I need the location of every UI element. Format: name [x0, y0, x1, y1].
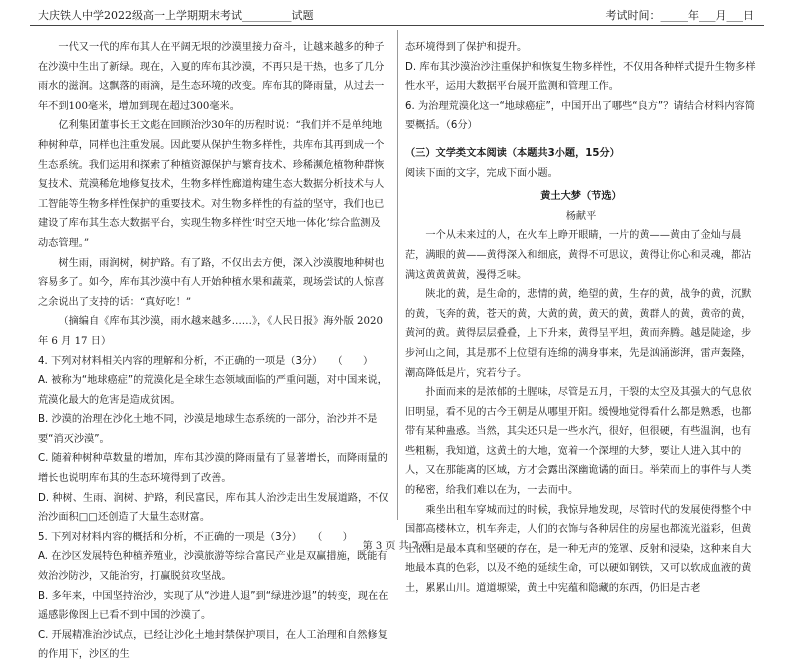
left-column [38, 38, 390, 665]
question-5-option-b: B. 多年来，中国坚持治沙，实现了从“沙进人退”到“绿进沙退”的转变，现在在遥感影像图上已看不到中国的沙漠了。 [38, 590, 389, 622]
column-divider [397, 30, 398, 520]
question-5-option-c: C. 开展精准治沙试点，已经让沙化土地封禁保护项目，在人工治理和自然修复的作用下，沙区的生 [38, 629, 388, 661]
article-paragraph: 一个从未来过的人，在火车上睁开眼睛，一片的黄——黄由了金灿与晨茫，满眼的黄——黄得深入和细底，黄得不可思议，黄得让你心和灵魂，都沾满这黄黄黄黄，漫得乏味。 [405, 230, 752, 281]
article-author: 杨献平 [565, 210, 597, 222]
question-4-option-d: D. 种树、生雨、润树、护路，利民富民，库布其人治沙走出生发展道路，不仅治沙面积□□还创造了大量生态财富。 [38, 492, 389, 524]
question-4-option-c: C. 随着种树种草数量的增加，库布其沙漠的降雨量有了显著增长，而降雨量的增长也说明库布其的生态环境得到了改善。 [38, 453, 388, 485]
reading-instruction: 阅读下面的文字，完成下面小题。 [405, 167, 558, 179]
article-paragraph: 扑面而来的是浓郁的土腥味，尽管是五月，干裂的太空及其强大的气息依旧明显，看不见的古今王朝是从哪里开阳。缓慢地觉得看什么都是熟悉，也都带有某种蛊惑。当然，其尖还只是一些水汽，很好，但很硬，有些温润，也有些粗粝，我知道，这黄土的大地，宽着一个深埋的大梦，要让人进入其中的人，又在那能离的区域，方才会露出深幽诡谲的面日。举荣而上的事件与人类的秘密，给我们难以在为，一去而中。 [405, 387, 752, 497]
right-column [405, 38, 757, 599]
passage-paragraph: 树生雨，雨润树，树护路。有了路，不仅出去方便，深入沙漠腹地种树也容易多了。如今，库布其沙漠中有人开始种植水果和蔬菜，现场尝试的人惊喜之余说出了支持的话：“真好吃！” [38, 257, 385, 308]
exam-header-title: 大庆铁人中学2022级高一上学期期末考试_________试题 [38, 9, 314, 22]
passage-paragraph: 亿利集团董事长王文彪在回顾治沙30年的历程时说：“我们并不是单纯地种树种草，同样也注重发展。因此要从保护生物多样性，共库布其再到成一个生态系统。我们运用和探索了种植资源保护与繁育技术、珍稀濒危植物种群恢复技术、荒漠稀危地修复技术，生物多样性廊道构建生态大数据分析技术与人工智能等生物多样性保护的重要技术。对生物多样性的有益的坚守，我们也已建设了库布其生态大数据平台，实现生物多样性‘时空天地一体化’综合监测及动态管理。” [38, 120, 385, 249]
article-paragraph: 陕北的黄，是生命的，悲情的黄，绝望的黄，生存的黄，战争的黄，沉默的黄，飞奔的黄，苍天的黄，大黄的黄，黄天的黄，黄群人的黄，黄帝的黄，黄河的黄。黄得层层叠叠，上下升来，黄得呈平坦，黄而奔腾。越是陡途，步步河山之间，其是那不上位望有连绵的满身事来，先是汹涌澎湃，雷声轰隆，潮高降低是片，究若兮子。 [405, 289, 752, 379]
section-heading: （三）文学类文本阅读（本题共3小题，15分） [405, 147, 620, 159]
exam-header-date: 考试时间：_____年___月___日 [605, 9, 754, 22]
question-5-option-a: A. 在沙区发展特色种植养殖业，沙漠旅游等综合富民产业是双赢措施，既能有效治沙防沙，又能治穷，打赢脱贫攻坚战。 [38, 551, 388, 583]
article-title: 黄土大梦（节选） [540, 190, 622, 203]
question-6: 6. 为治理荒漠化这一“地球癌症”，中国开出了哪些“良方”？请结合材料内容简要概括。（6分） [405, 100, 755, 132]
question-5-option-d: D. 库布其沙漠治沙注重保护和恢复生物多样性，不仅用各种样式提升生物多样性水平，运用大数据平台展开监测和管理工作。 [405, 61, 756, 93]
question-4-option-b: B. 沙漠的治理在沙化土地不同，沙漠是地球生态系统的一部分，治沙并不是要“消灭沙漠”。 [38, 414, 378, 445]
passage-paragraph: 一代又一代的库布其人在平阔无垠的沙漠里接力奋斗，让越来越多的种子在沙漠中生出了新绿。现在，入夏的库布其沙漠，不再只是干热，也多了几分雨水的滋润。这飘落的雨滴，是生态环境的改变。库布其的降雨量，从过去一年不到100毫米，增加到现在超过300毫米。 [38, 42, 385, 112]
page-number: 第 3 页 共 7 页 [362, 541, 432, 552]
question-4: 4. 下列对材料相关内容的理解和分析，不正确的一项是（3分） （ ） [38, 355, 374, 367]
question-4-option-a: A. 被称为“地球癌症”的荒漠化是全球生态领域面临的严重问题，对中国来说，荒漠化最大的危害是造成贫困。 [38, 375, 388, 406]
question-5-option-c-continued: 态环境得到了保护和提升。 [405, 42, 528, 53]
question-5: 5. 下列对材料内容的概括和分析，不正确的一项是（3分） （ ） [38, 531, 353, 543]
header-rule [30, 25, 764, 26]
passage-source: （摘编自《库布其沙漠，雨水越来越多……》，《人民日报》海外版 2020 年 6 月 17 日） [38, 316, 383, 347]
article-paragraph: 乘坐出租车穿城而过的时候，我惊异地发现，尽管时代的发展使得整个中国都高楼林立，机车奔走，人们的衣饰与各种居住的房屋也都流光溢彩，但黄土依旧是最本真和坚硬的存在，是一种无声的笼罩、反射和浸染，这种来自大地最本真的色彩，以及不绝的延续生命，可以硬如钢铁，又可以软成血液的黄土，累累山川。道道塬梁，黄土中宪蕴和隐藏的东西，仍旧是古老 [405, 504, 752, 595]
